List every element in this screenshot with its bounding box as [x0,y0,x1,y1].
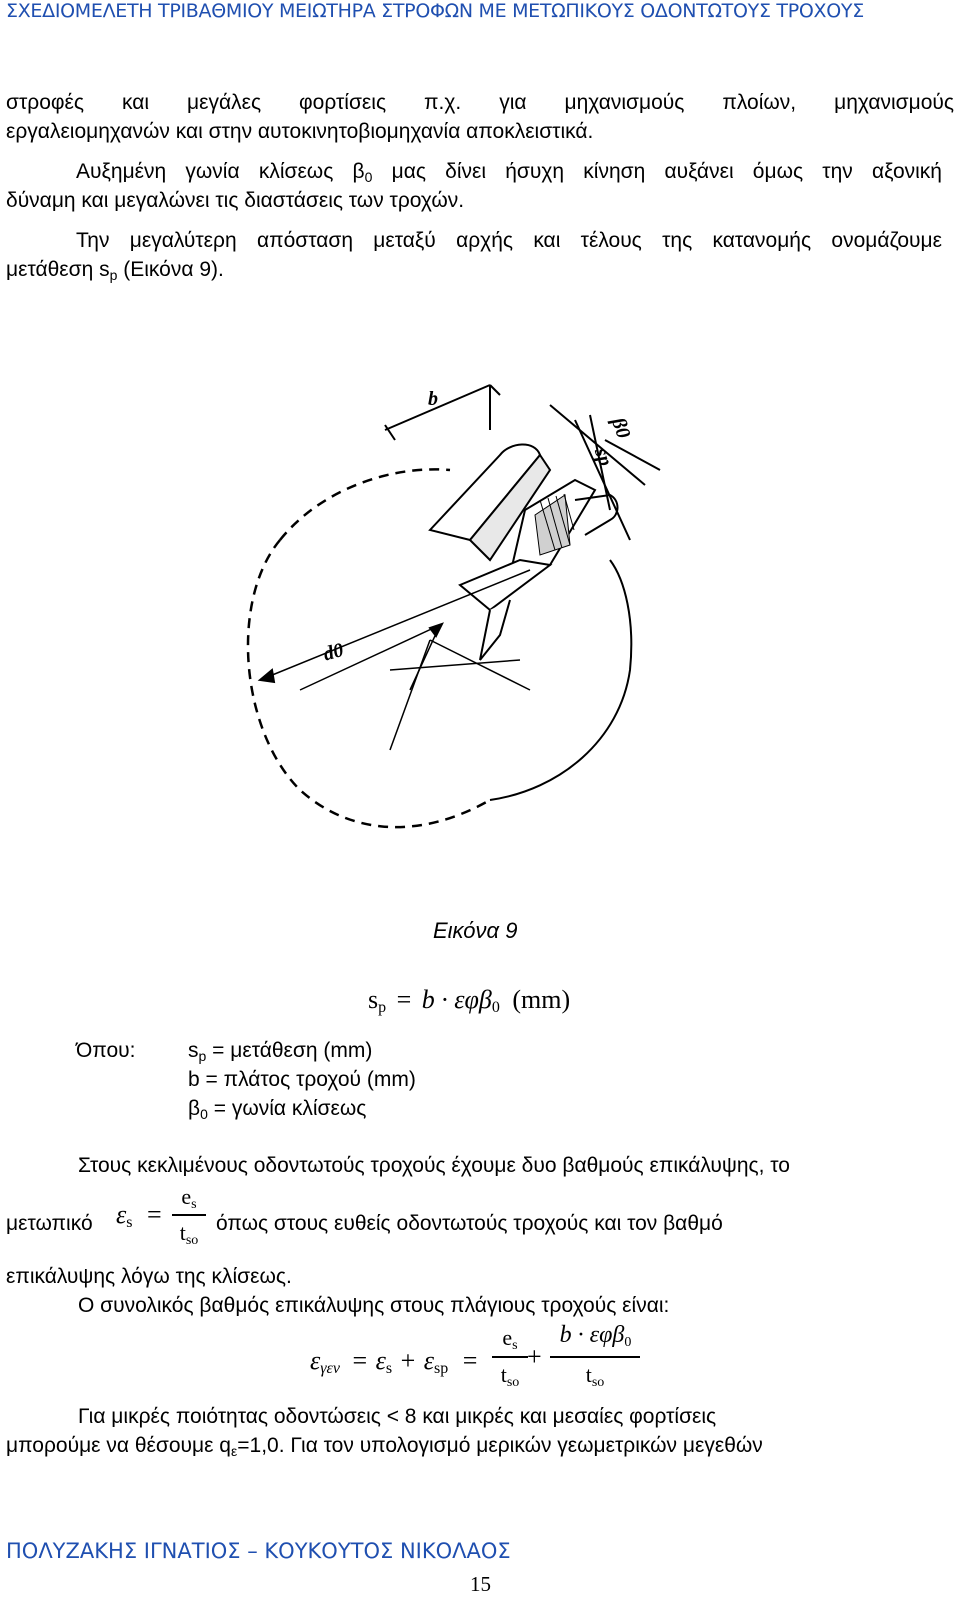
total-denominator-1: $t_{so}$ [500,1362,520,1390]
overlap-line-4: Ο συνολικός βαθμός επικάλυψης στους πλάγιους τροχούς είναι: [78,1294,670,1317]
overlap-line-1: Στους κεκλιμένους οδοντωτούς τροχούς έχουμε δυο βαθμούς επικάλυψης, το [78,1154,790,1177]
label-beta0: β0 [606,414,635,442]
definition-sp: $s_p = \mu\varepsilon\tau ά\theta\varepsilon\sigma\eta$ (mm) [188,1039,373,1064]
label-b: b [428,388,438,410]
eps-s-numerator: $e_s$ [181,1184,197,1212]
overlap-line-6: μπορούμε να θέσουμε $q_\varepsilon=1,0$. Για τον υπολογισμό μερικών γεωμετρικών μεγεθών [6,1434,763,1459]
equation-sp: $s_p = b \cdot \varepsilon\varphi\beta_0$ (mm) [368,985,571,1016]
page-number: 15 [470,1572,491,1596]
total-numerator-1: $e_s$ [502,1325,518,1353]
total-denominator-2: $t_{so}$ [585,1362,605,1390]
paragraph-1-line-1: στροφές και μεγάλες φορτίσεις π.χ. για μηχανισμούς πλοίων, μηχανισμούς [6,91,954,114]
paragraph-3-line-1: Την μεγαλύτερη απόσταση μεταξύ αρχής και τέλους της κατανομής ονομάζουμε [76,229,942,252]
overlap-line-3: επικάλυψης λόγω της κλίσεως. [6,1265,292,1288]
total-plus-sign: + [527,1342,542,1371]
definition-beta0: $\beta_0 = \gamma\omega\nu ί\alpha$ κλίσεως [188,1097,367,1122]
document-footer-authors: ΠΟΛΥΖΑΚΗΣ ΙΓΝΑΤΙΟΣ – ΚΟΥΚΟΥΤΟΣ ΝΙΚΟΛΑΟΣ [6,1539,511,1563]
total-fraction-bar-2 [550,1356,640,1358]
paragraph-2-line-1: Αυξημένη γωνία κλίσεως $\beta_0$ μας δίνει ήσυχη κίνηση αυξάνει όμως την αξονική [76,160,942,185]
paragraph-1-line-2: εργαλειομηχανών και στην αυτοκινητοβιομηχανία αποκλειστικά. [6,120,594,143]
equation-eps-total: $\varepsilon_{\gamma\varepsilon\nu} = \varepsilon_s + \varepsilon_{sp}$ = [310,1346,478,1377]
paragraph-3-line-2: μετάθεση $s_p$ (Εικόνα 9). [6,258,224,283]
eps-s-denominator: $t_{so}$ [179,1220,199,1248]
paragraph-2-line-2: δύναμη και μεγαλώνει τις διαστάσεις των τροχών. [6,189,465,212]
figure-caption: Εικόνα 9 [433,918,518,943]
overlap-line-5: Για μικρές ποιότητας οδοντώσεις < 8 και μικρές και μεσαίες φορτίσεις [78,1405,717,1428]
label-sp: sp [589,444,617,470]
label-d0: d0 [320,638,346,666]
definitions-label: Όπου: [76,1039,136,1062]
definition-b: b = πλάτος τροχού (mm) [188,1068,416,1091]
overlap-line-2-a: μετωπικό [6,1212,93,1235]
overlap-line-2-b: όπως στους ευθείς οδοντωτούς τροχούς και τον βαθμό [216,1212,723,1235]
document-header: ΣΧΕΔΙΟΜΕΛΕΤΗ ΤΡΙΒΑΘΜΙΟΥ ΜΕΙΩΤΗΡΑ ΣΤΡΟΦΩΝ ΜΕ ΜΕΤΩΠΙΚΟΥΣ ΟΔΟΝΤΩΤΟΥΣ ΤΡΟΧΟΥΣ [6,0,864,22]
equation-eps-s: $\varepsilon_s$ = [116,1200,162,1231]
total-numerator-2: b · εφβ$_0$ [559,1322,632,1350]
eps-s-fraction-bar [172,1214,206,1216]
helical-gear-figure [190,370,780,850]
total-fraction-bar-1 [492,1356,528,1358]
